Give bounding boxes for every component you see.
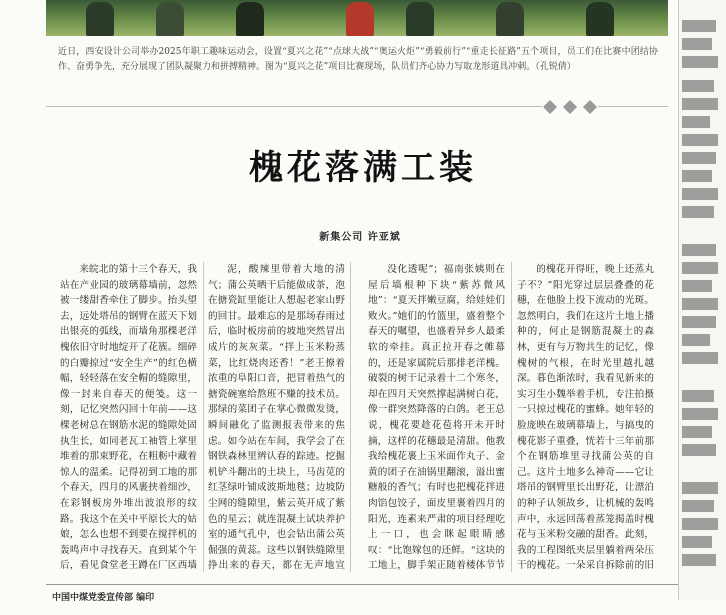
footer-publisher: 中国中煤党委宣传部 编印 xyxy=(52,593,155,603)
column-divider xyxy=(511,262,512,572)
article-byline: 新集公司 许亚斌 xyxy=(319,232,401,243)
adjacent-page-edge xyxy=(678,0,726,600)
article-column-4 xyxy=(517,262,654,574)
footer-rule xyxy=(46,584,678,585)
article-column-3 xyxy=(368,262,505,574)
photo-caption: 近日，西安设计公司举办2025年职工趣味运动会，设置“夏兴之花”“点球大战”“奥运火炬”“勇毅前行”“重走长征路”五个项目，员工们在比赛中团结协作、奋勇争先，充分展现了团队凝聚力和拼搏精神。图为“夏兴之花”项目比赛现场，队员们齐心协力写取龙形道具冲刺。（孔锐倩） xyxy=(58,47,658,72)
article-text: 泥，酸辣里带着大地的清气；蒲公英晒干后能做成茶，泡在搪瓷缸里能让人想起老家山野的回甘。最难忘的是那场春雨过后，临时板房前的坡地突然冒出成片的灰灰菜。“拌上玉米粉蒸菜，比红烧肉还香！”老王撩着浓重的阜阳口音，把冒着热气的搪瓷碗塞给熬班不赚的技术员。那绿的菜团子在掌心微微发烫，瞬间融化了监测报表带来的焦虑。如今站在车间，我学会了在钢铁森林里辨认春的踪迹。挖掘机铲斗翻出的土块上，马齿苋的红茎绿叶铺成波斯地毯；边坡防尘网的缝隙里，紫云英开成了紫色的星云；就连混凝土试块养护室的通气孔中，也会钻出蒲公英倔强的黄蕊。这些以钢铁缝隙里挣出来的春天，都在无声地宣 xyxy=(208,264,345,572)
column-divider xyxy=(350,262,351,572)
article-title: 槐花落满工装 xyxy=(249,148,477,188)
article-text: 没化透呢”；福南张姨则在屋后墙根种下块“紫苏微风地”：“夏天拌嫩豆腐，给娃娃们败火。”她们的竹篮里，盛着整个春天的嘱望，也盛着异乡人最柔软的牵挂。真正拉开春之帷幕的，还是家属院后那排老洋槐。破裂的树干记录着十二个寒冬，却在四月天突然撑起满树白花，像一群突然降落的白鸽。老王总说，槐花要趁花苞将开未开时摘，这样的花穗最是清甜。他教我给槐花裹上玉米面作丸子、金黄的团子在油锅里翻滚，溢出蜜糖般的香气；有时也把槐花拌进肉馅包饺子，面皮里裹着四月的阳光，连素来严肃的项目经理吃上一口，也会眯起眼睛感叹：“比饱嫁包的还鲜。“这块的工地上，脚手架正随着楼体节节 xyxy=(368,264,505,572)
column-divider xyxy=(203,262,204,572)
event-photo xyxy=(46,0,668,36)
article-column-2 xyxy=(208,262,345,574)
article-text: 来皖北的第十三个春天，我站在产业园的玻璃幕墙前，忽然被一缕甜香牵住了脚步。抬头望去，远处塔吊的钢臂在蓝天下划出银亮的弧线，而墙角那棵老洋槐依旧守时地绽开了花簇。细碎的白瓣掠过“安全生产”的红色横幅，轻轻落在安全帽的缝隙里，像一封来自春天的便笺。这一刻，记忆突然闪回十年前——这棵老树总在钢筋水泥的缝隙处固执生长，如同老瓦工袖管上掌里堆着的那束野花，在粗粝中藏着惊人的温柔。记得初到工地的那个春天，四月的风裹挟着细沙，在彩钢板房外堆出波浪形的纹路。我这个在关中平原长大的姑娘，怎么也想不到要在搅拌机的轰鸣声中寻找春天。直到某个午后，看见食堂老王蹲在厂区西墙 xyxy=(60,264,197,572)
article-text: 的槐花开得旺，晚上还蒸丸子不？”阳光穿过层层叠叠的花穗，在他脸上投下流动的光斑。忽然明白，我们在这片土地上播种的，何止是钢筋混凝土的森林，更有与万物共生的记忆，像槐树的气根，在时光里越扎越深。暮色渐浓时，我看见新来的实习生小魏举着手机，专注拍摄一只掠过槐花的蜜蜂。她年轻的脸庞映在玻璃幕墙上，与搞曳的槐花影子重叠，恍若十三年前那个在钢筋堆里寻找蒲公英的自己。这片土地多么神奇——它让塔吊的钢臂里长出野花，让漂泊的种子认领故乡，让机械的轰鸣声中，永远回荡着蒸笼揭盖时槐花与玉米粉交融的甜香。此刻，我的工程图纸夹层里躺着两朵压干的槐花。一朵采自拆除前的旧 xyxy=(517,264,654,572)
diamond-ornament-icon xyxy=(542,99,598,115)
article-column-1 xyxy=(60,262,197,574)
